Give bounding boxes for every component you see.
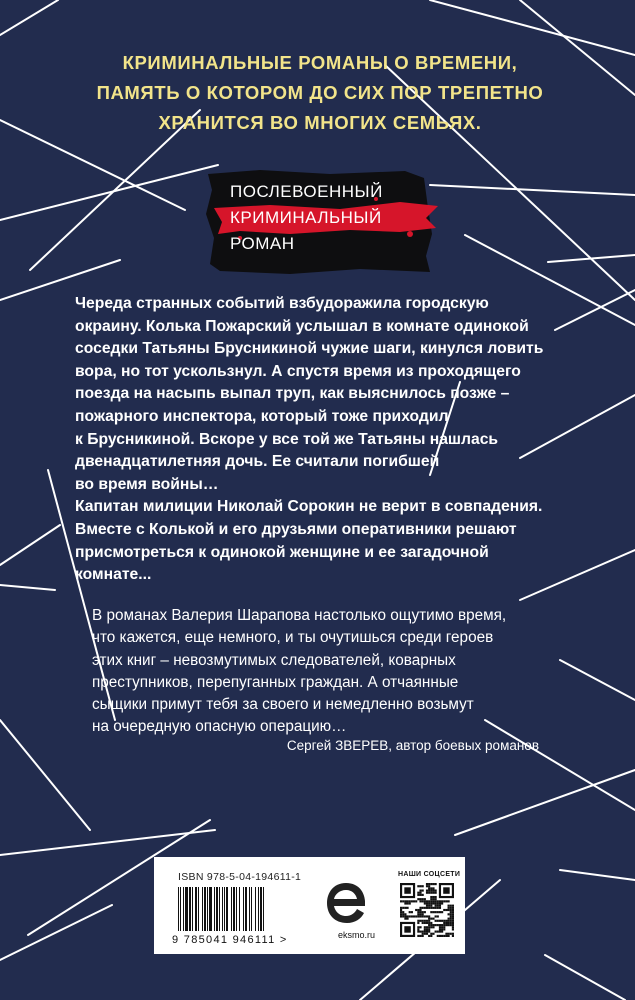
synopsis-line: поезда на насыпь выпал труп, как выяснилось позже – <box>75 385 510 403</box>
synopsis-line: Череда странных событий взбудоражила городскую <box>75 295 489 312</box>
synopsis-line: присмотреться к одинокой женщине и ее загадочной <box>75 543 489 561</box>
tagline-line: ХРАНИТСЯ ВО МНОГИХ СЕМЬЯХ. <box>158 112 482 133</box>
synopsis-line: пожарного инспектора, который тоже приходил <box>75 407 449 425</box>
review-line: В романах Валерия Шарапова настолько ощутимо время, <box>92 607 507 624</box>
tagline-line: КРИМИНАЛЬНЫЕ РОМАНЫ О ВРЕМЕНИ, <box>122 52 518 73</box>
series-line-3: РОМАН <box>230 234 295 253</box>
ean-digits: 9 785041 946111 > <box>172 934 288 946</box>
eksmo-logo-icon <box>324 879 368 927</box>
social-label: НАШИ СОЦСЕТИ <box>398 871 461 878</box>
synopsis-line: во время войны… <box>75 475 219 493</box>
synopsis-line: вора, но тот ускользнул. А спустя время из проходящего <box>75 362 521 380</box>
review-line: сыщики примут тебя за своего и немедленно возьмут <box>92 696 474 714</box>
isbn-label: ISBN 978-5-04-194611-1 <box>178 871 302 883</box>
qr-code-icon <box>400 883 454 937</box>
review-line: преступников, перепуганных граждан. А отчаянные <box>92 673 459 691</box>
synopsis-line: комнате... <box>75 566 152 584</box>
synopsis <box>75 293 595 587</box>
synopsis-line: Капитан милиции Николай Сорокин не верит в совпадения. <box>75 498 543 516</box>
synopsis-line: двенадцатилетняя дочь. Ее считали погибшей <box>75 453 440 471</box>
publisher-url: eksmo.ru <box>338 930 376 940</box>
series-line-2: КРИМИНАЛЬНЫЙ <box>230 208 382 227</box>
barcode-panel <box>154 857 465 954</box>
tagline-line: ПАМЯТЬ О КОТОРОМ ДО СИХ ПОР ТРЕПЕТНО <box>96 82 544 103</box>
ean-barcode <box>174 887 306 933</box>
review-quote <box>92 605 572 739</box>
synopsis-line: соседки Татьяны Брусникиной чужие шаги, кинулся ловить <box>75 340 544 358</box>
review-line: этих книг – невозмутимых следователей, коварных <box>92 651 456 669</box>
series-badge <box>200 168 440 276</box>
review-line: на очередную опасную операцию… <box>92 718 347 736</box>
tagline <box>60 48 580 138</box>
review-author: Сергей ЗВЕРЕВ, автор боевых романов <box>286 738 539 753</box>
review-line: что кажется, еще немного, и ты очутишься среди героев <box>92 629 494 647</box>
synopsis-line: окраину. Колька Пожарский услышал в комнате одинокой <box>75 317 529 335</box>
synopsis-line: к Брусникиной. Вскоре у все той же Татьяны нашлась <box>75 430 499 448</box>
synopsis-line: Вместе с Колькой и его друзьями оперативники решают <box>75 520 517 538</box>
series-line-1: ПОСЛЕВОЕННЫЙ <box>230 182 383 201</box>
